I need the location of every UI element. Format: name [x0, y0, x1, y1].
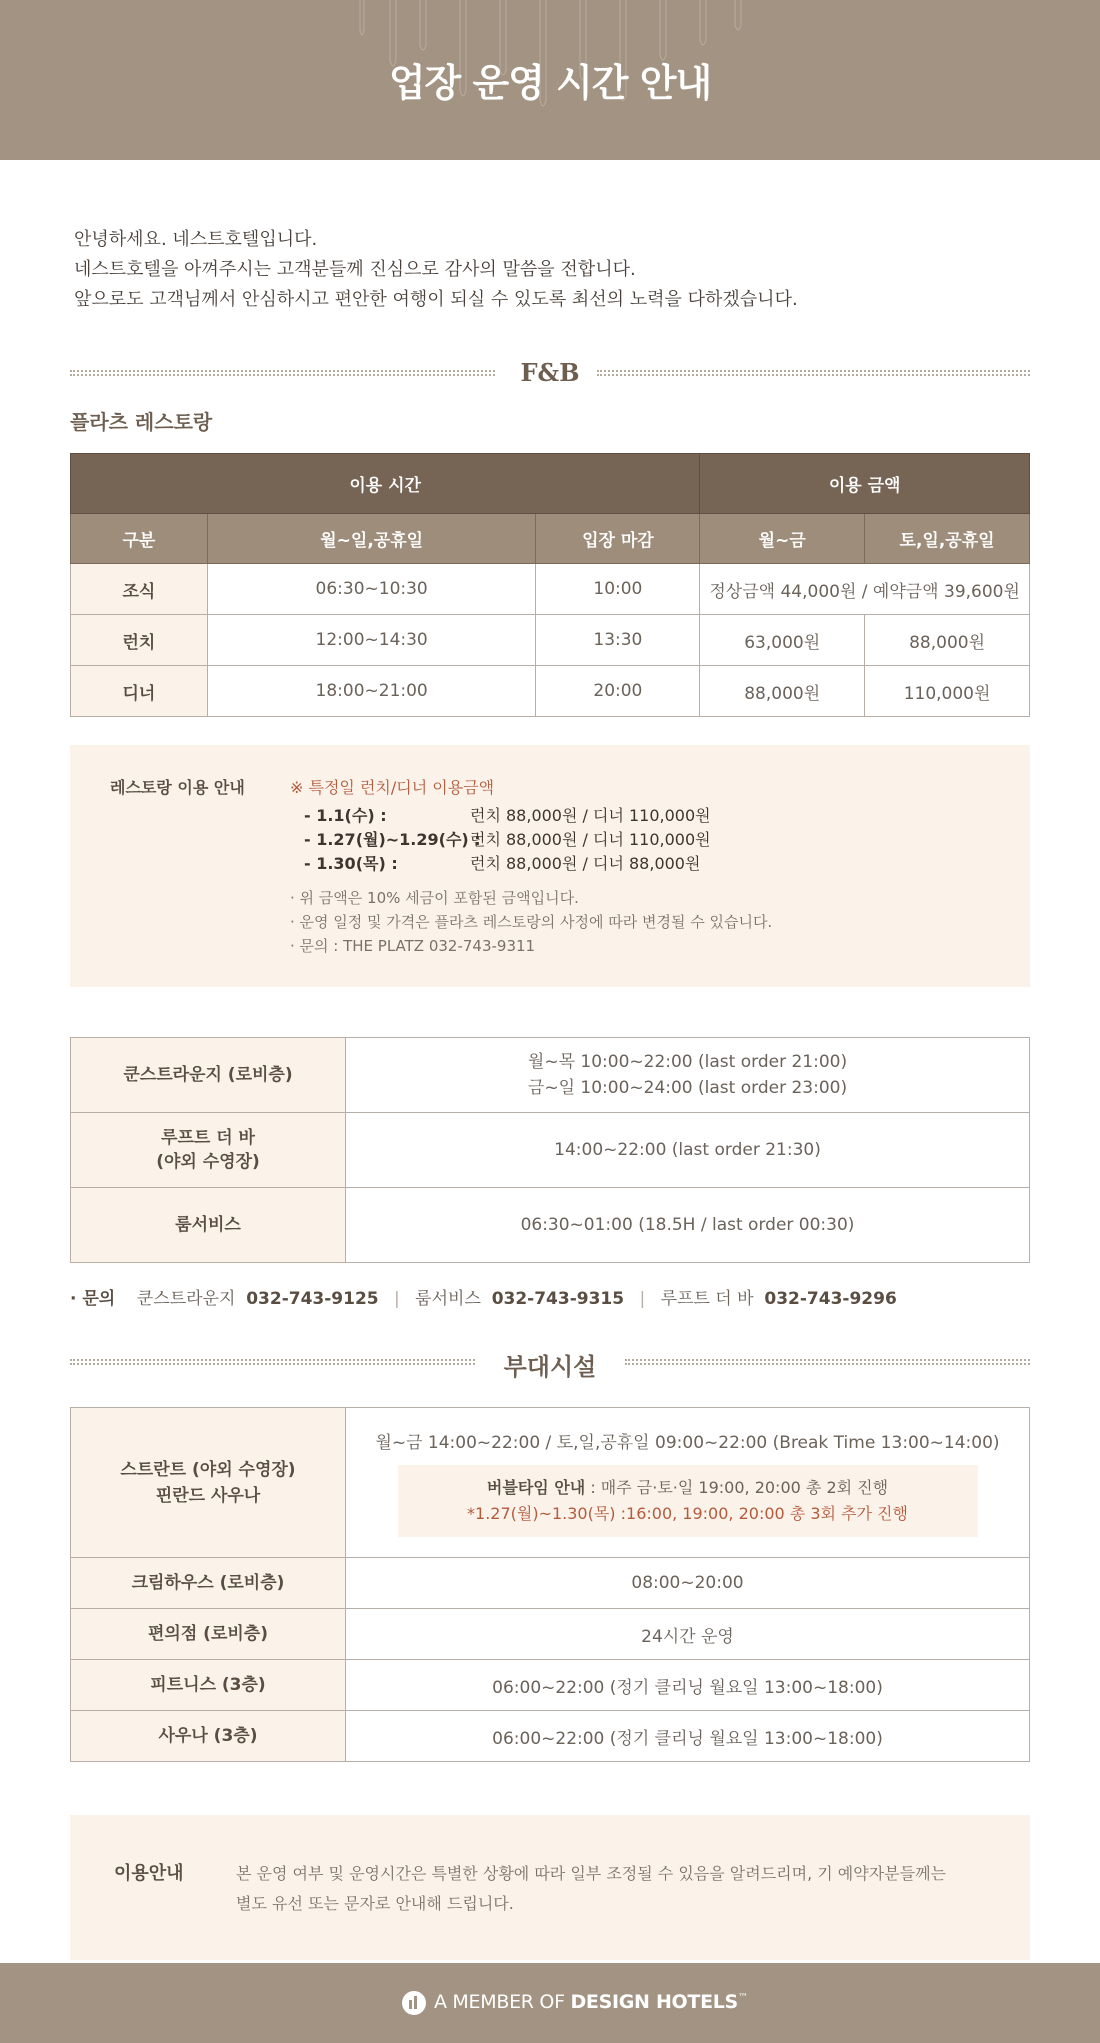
table-cell: 13:30 [536, 615, 700, 666]
intro-line: 네스트호텔을 아껴주시는 고객분들께 진심으로 감사의 말씀을 전합니다. [74, 259, 636, 280]
price-group-header: 이용 금액 [700, 454, 1030, 514]
row-label [71, 1408, 346, 1558]
fb-heading: F&B [520, 358, 580, 387]
special-price: 런치 88,000원 / 디너 110,000원 [470, 830, 711, 849]
label-line: (야외 수영장) [156, 1152, 260, 1172]
bubble-title: 버블타임 안내 [486, 1478, 586, 1497]
table-row [71, 1113, 1030, 1188]
table-cell [346, 1408, 1030, 1558]
table-row [71, 564, 1030, 615]
label-line: 핀란드 사우나 [155, 1485, 261, 1506]
table-cell: 110,000원 [865, 666, 1030, 717]
contact-name: 쿤스트라운지 [136, 1289, 236, 1309]
hours-line: 월~금 14:00~22:00 / 토,일,공휴일 09:00~22:00 (Break Time 13:00~14:00) [375, 1433, 1000, 1453]
contact-prefix: · 문의 [70, 1289, 116, 1309]
table-cell: 24시간 운영 [346, 1609, 1030, 1660]
restaurant-name: 플라츠 레스토랑 [70, 410, 213, 434]
special-date: - 1.1(수) : [304, 806, 387, 825]
facilities-heading: 부대시설 [503, 1353, 597, 1381]
fb-section-title [70, 358, 1030, 388]
page-footer [0, 1963, 1100, 2043]
hours-line: 월~목 10:00~22:00 (last order 21:00) [527, 1052, 848, 1072]
column-header: 입장 마감 [536, 514, 700, 564]
row-label: 편의점 (로비층) [71, 1609, 346, 1660]
footer-prefix: A MEMBER OF [434, 1991, 571, 2013]
contact-line [70, 1284, 897, 1309]
contact-phone: 032-743-9125 [246, 1289, 379, 1309]
trademark: ™ [737, 1992, 748, 2004]
footer-text [434, 1991, 748, 2013]
contact-phone: 032-743-9296 [764, 1289, 897, 1309]
table-cell: 12:00~14:30 [207, 615, 536, 666]
bubble-text: : 매주 금·토·일 19:00, 20:00 총 2회 진행 [585, 1478, 889, 1497]
facilities-section-title [70, 1347, 1030, 1381]
contact-name: 루프트 더 바 [660, 1289, 754, 1309]
design-hotels-logo-icon [402, 1991, 426, 2015]
contact-name: 룸서비스 [415, 1289, 481, 1309]
bubble-time-box [398, 1465, 978, 1537]
row-label [71, 1113, 346, 1188]
restaurant-notice [70, 745, 1030, 987]
separator: | [639, 1289, 646, 1309]
page-title: 업장 운영 시간 안내 [388, 61, 712, 105]
table-row [71, 615, 1030, 666]
special-date: - 1.27(월)~1.29(수) : [304, 830, 481, 849]
facilities-hours-table [70, 1407, 1030, 1762]
usage-text [236, 1859, 986, 1919]
table-cell: 06:00~22:00 (정기 클리닝 월요일 13:00~18:00) [346, 1711, 1030, 1762]
special-price-title: ※ 특정일 런치/디너 이용금액 [290, 778, 495, 797]
table-cell: 06:30~10:30 [207, 564, 536, 615]
restaurant-price-table [70, 453, 1030, 717]
special-date: - 1.30(목) : [304, 854, 398, 873]
special-price-row [304, 827, 711, 850]
notice-note: · 운영 일정 및 가격은 플라츠 레스토랑의 사정에 따라 변경될 수 있습니다. [290, 913, 773, 931]
table-cell: 88,000원 [865, 615, 1030, 666]
table-row [71, 1660, 1030, 1711]
bubble-extra: *1.27(월)~1.30(목) :16:00, 19:00, 20:00 총 3회 추가 진행 [467, 1504, 908, 1523]
column-header: 월~금 [700, 514, 865, 564]
special-price-row [304, 803, 711, 826]
special-price-row [304, 851, 701, 874]
intro-text [74, 225, 1034, 315]
table-cell: 20:00 [536, 666, 700, 717]
column-header: 구분 [71, 514, 208, 564]
table-cell: 08:00~20:00 [346, 1558, 1030, 1609]
footer-brand: DESIGN HOTELS [570, 1991, 738, 2013]
contact-phone: 032-743-9315 [491, 1289, 625, 1309]
row-label: 룸서비스 [71, 1188, 346, 1263]
table-cell: 14:00~22:00 (last order 21:30) [346, 1113, 1030, 1188]
bubble-line [398, 1475, 978, 1501]
column-header: 월~일,공휴일 [207, 514, 536, 564]
table-cell: 63,000원 [700, 615, 865, 666]
table-row [71, 666, 1030, 717]
table-row [71, 1188, 1030, 1263]
table-row [71, 1711, 1030, 1762]
lounge-hours-table [70, 1037, 1030, 1263]
usage-line: 본 운영 여부 및 운영시간은 특별한 상황에 따라 일부 조정될 수 있음을 알려드리며, 기 예약자분들께는 [236, 1864, 946, 1883]
row-label: 런치 [71, 615, 208, 666]
table-cell: 06:00~22:00 (정기 클리닝 월요일 13:00~18:00) [346, 1660, 1030, 1711]
table-cell: 88,000원 [700, 666, 865, 717]
row-label: 사우나 (3층) [71, 1711, 346, 1762]
intro-line: 안녕하세요. 네스트호텔입니다. [74, 229, 318, 250]
row-label: 조식 [71, 564, 208, 615]
column-header: 토,일,공휴일 [865, 514, 1030, 564]
row-label: 쿤스트라운지 (로비층) [71, 1038, 346, 1113]
usage-notice [70, 1815, 1030, 1960]
notice-note: · 문의 : THE PLATZ 032-743-9311 [290, 937, 536, 955]
row-label: 디너 [71, 666, 208, 717]
page-header [0, 0, 1100, 160]
special-price: 런치 88,000원 / 디너 88,000원 [470, 854, 701, 873]
table-cell [346, 1038, 1030, 1113]
label-line: 루프트 더 바 [161, 1128, 255, 1148]
special-price: 런치 88,000원 / 디너 110,000원 [470, 806, 711, 825]
row-label: 크림하우스 (로비층) [71, 1558, 346, 1609]
table-cell: 정상금액 44,000원 / 예약금액 39,600원 [700, 564, 1030, 615]
table-row [71, 1408, 1030, 1558]
table-cell: 18:00~21:00 [207, 666, 536, 717]
table-row [71, 1609, 1030, 1660]
row-label: 피트니스 (3층) [71, 1660, 346, 1711]
table-row [71, 1558, 1030, 1609]
hours-line: 금~일 10:00~24:00 (last order 23:00) [527, 1078, 848, 1098]
intro-line: 앞으로도 고객님께서 안심하시고 편안한 여행이 되실 수 있도록 최선의 노력을 다하겠습니다. [74, 289, 798, 310]
table-cell: 06:30~01:00 (18.5H / last order 00:30) [346, 1188, 1030, 1263]
usage-line: 별도 유선 또는 문자로 안내해 드립니다. [236, 1894, 514, 1913]
label-line: 스트란트 (야외 수영장) [120, 1459, 296, 1480]
table-row [71, 1038, 1030, 1113]
notice-note: · 위 금액은 10% 세금이 포함된 금액입니다. [290, 889, 579, 907]
usage-label: 이용안내 [114, 1863, 184, 1884]
hours-group-header: 이용 시간 [71, 454, 700, 514]
notice-label: 레스토랑 이용 안내 [110, 778, 245, 797]
table-cell: 10:00 [536, 564, 700, 615]
separator: | [394, 1289, 400, 1309]
